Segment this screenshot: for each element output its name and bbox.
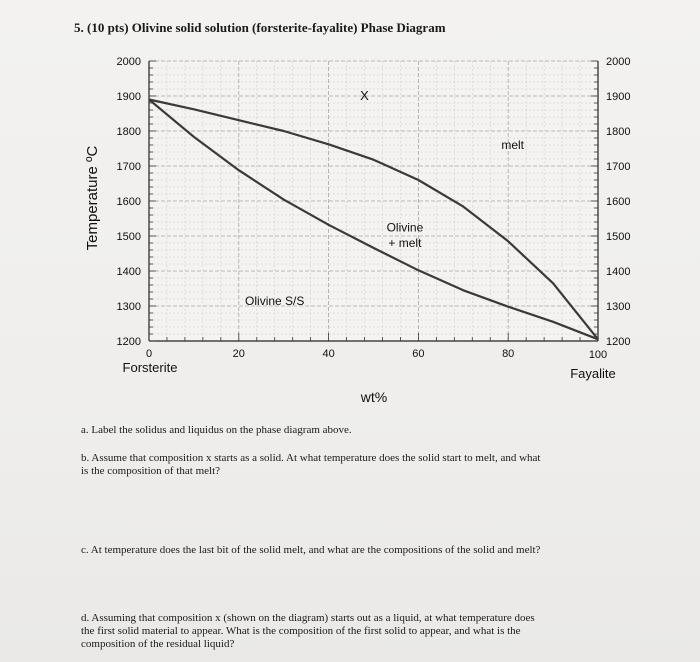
y-tick-label-left: 2000: [116, 56, 141, 68]
y-tick-label-left: 1300: [116, 301, 141, 313]
y-tick-label-left: 1800: [116, 126, 141, 138]
y-tick-label-right: 1900: [606, 91, 631, 103]
x-tick-label: 40: [322, 348, 335, 360]
y-tick-label-left: 1500: [116, 231, 141, 243]
annotation-olivine-s-s: Olivine S/S: [245, 293, 305, 308]
y-tick-label-right: 1600: [606, 196, 631, 208]
y-tick-label-right: 1200: [606, 336, 631, 348]
y-tick-label-left: 1900: [116, 91, 141, 103]
x-tick-label: 100: [588, 349, 608, 361]
x-end-label-fayalite: Fayalite: [570, 366, 616, 381]
x-tick-label: 60: [412, 348, 425, 360]
question-d-line3: composition of the residual liquid?: [81, 638, 235, 650]
annotation-melt: melt: [501, 138, 525, 152]
x-tick-label: 80: [502, 348, 515, 360]
annotation-melt: + melt: [388, 236, 422, 250]
y-tick-label-left: 1600: [116, 196, 141, 208]
question-a: a. Label the solidus and liquidus on the phase diagram above.: [81, 424, 352, 436]
y-tick-label-right: 1500: [606, 231, 631, 243]
annotation-x: X: [360, 88, 369, 103]
question-d-line2: the first solid material to appear. What is the composition of the first solid to appear, and what is the: [81, 625, 521, 637]
question-b-line2: is the composition of that melt?: [81, 465, 221, 477]
question-c: c. At temperature does the last bit of the solid melt, and what are the compositions of the solid and melt?: [81, 544, 541, 556]
y-tick-label-left: 1200: [116, 336, 141, 348]
x-end-label-forsterite: Forsterite: [122, 360, 178, 375]
x-tick-label: 0: [145, 348, 153, 360]
question-b-line1: b. Assume that composition x starts as a solid. At what temperature does the solid start to melt, and what: [81, 452, 541, 464]
y-axis-label: Temperature ºC: [84, 145, 101, 251]
question-d-line1: d. Assuming that composition x (shown on the diagram) starts out as a liquid, at what temperature does: [81, 612, 535, 624]
question-title: 5. (10 pts) Olivine solid solution (forsterite-fayalite) Phase Diagram: [74, 20, 446, 35]
y-tick-label-right: 2000: [606, 56, 631, 68]
chart-grid: [149, 61, 598, 341]
y-tick-label-left: 1700: [116, 161, 141, 173]
y-tick-label-left: 1400: [116, 266, 141, 278]
x-tick-label: 20: [232, 348, 245, 360]
y-tick-label-right: 1400: [606, 266, 631, 278]
y-tick-label-right: 1700: [606, 161, 631, 173]
x-axis-label: wt%: [360, 389, 388, 405]
y-tick-label-right: 1300: [606, 301, 631, 313]
annotation-olivine: Olivine: [386, 220, 424, 235]
y-tick-label-right: 1800: [606, 126, 631, 138]
